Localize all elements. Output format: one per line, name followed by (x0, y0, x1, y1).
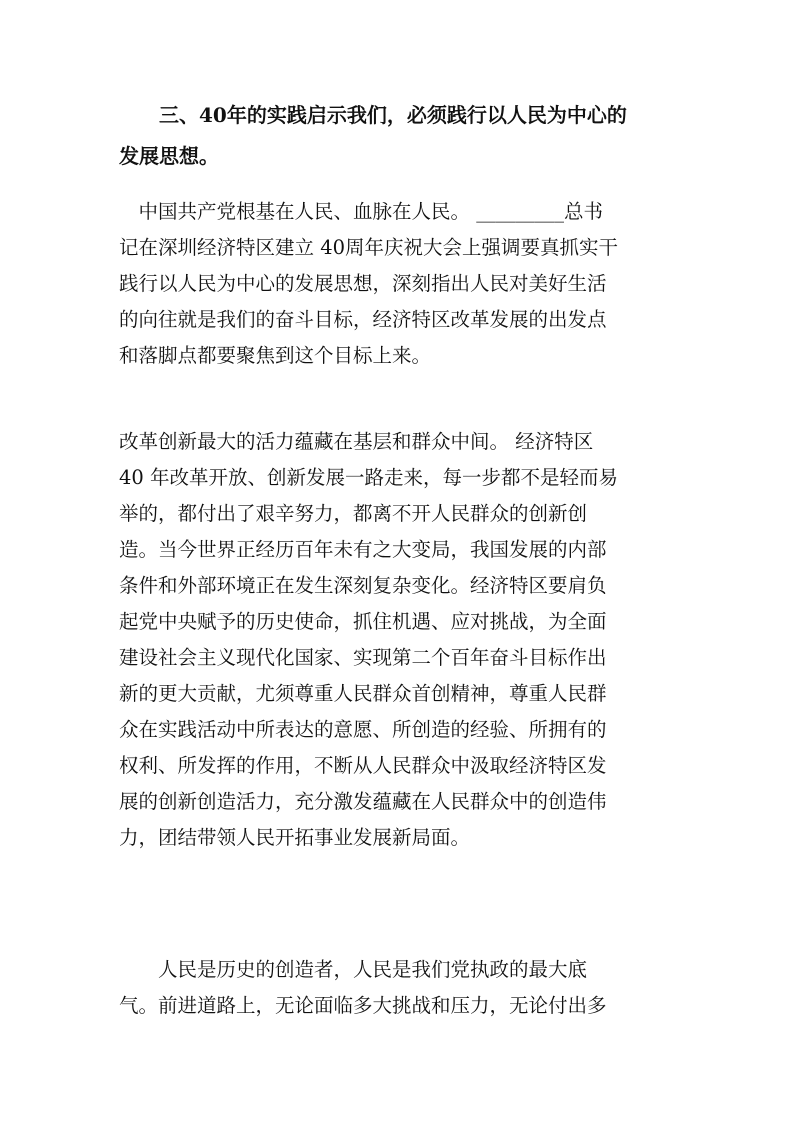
paragraph-line: 和落脚点都要聚焦到这个目标上来。 (119, 344, 432, 367)
paragraph-line: 气。前进道路上，无论面临多大挑战和压力，无论付出多 (119, 994, 607, 1017)
paragraph-1 (119, 194, 679, 374)
section-heading (119, 95, 679, 177)
paragraph-line: 改革创新最大的活力蕴藏在基层和群众中间。 经济特区 (119, 430, 594, 453)
heading-line: 三、40年的实践启示我们，必须践行以人民为中心的 (119, 103, 627, 127)
paragraph-line: 造。当今世界正经历百年未有之大变局，我国发展的内部 (119, 538, 607, 561)
paragraph-line: 建设社会主义现代化国家、实现第二个百年奋斗目标作出 (119, 646, 607, 669)
paragraph-line: 中国共产党根基在人民、血脉在人民。 _________总书 (119, 200, 603, 223)
paragraph-line: 记在深圳经济特区建立 40周年庆祝大会上强调要真抓实干 (119, 236, 619, 259)
paragraph-line: 众在实践活动中所表达的意愿、所创造的经验、所拥有的 (119, 718, 607, 741)
paragraph-line: 展的创新创造活力，充分激发蕴藏在人民群众中的创造伟 (119, 790, 607, 813)
heading-line: 发展思想。 (119, 144, 219, 168)
paragraph-line: 践行以人民为中心的发展思想，深刻指出人民对美好生活 (119, 272, 607, 295)
paragraph-line: 条件和外部环境正在发生深刻复杂变化。经济特区要肩负 (119, 574, 607, 597)
paragraph-line: 权利、所发挥的作用，不断从人民群众中汲取经济特区发 (119, 754, 607, 777)
paragraph-line: 力，团结带领人民开拓事业发展新局面。 (119, 826, 471, 849)
paragraph-line: 举的，都付出了艰辛努力，都离不开人民群众的创新创 (119, 502, 588, 525)
paragraph-3 (119, 952, 679, 1024)
paragraph-line: 的向往就是我们的奋斗目标，经济特区改革发展的出发点 (119, 308, 607, 331)
paragraph-2 (119, 424, 679, 856)
paragraph-line: 40 年改革开放、创新发展一路走来，每一步都不是轻而易 (119, 466, 619, 489)
paragraph-line: 人民是历史的创造者，人民是我们党执政的最大底 (119, 958, 588, 981)
paragraph-line: 新的更大贡献，尤须尊重人民群众首创精神，尊重人民群 (119, 682, 607, 705)
paragraph-line: 起党中央赋予的历史使命，抓住机遇、应对挑战，为全面 (119, 610, 607, 633)
